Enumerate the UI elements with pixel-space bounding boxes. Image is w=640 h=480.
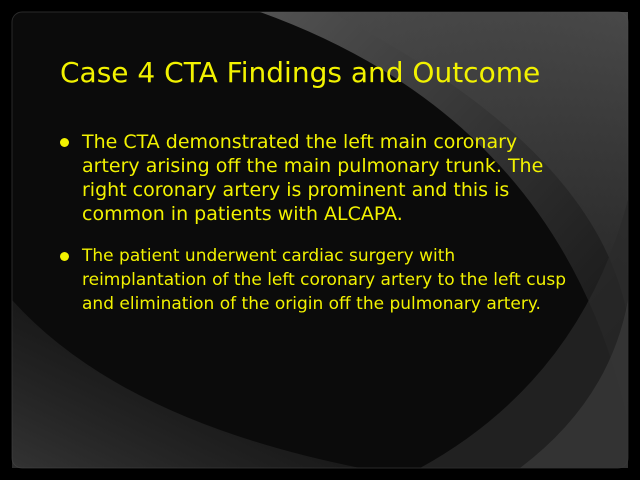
slide-title: Case 4 CTA Findings and Outcome — [60, 56, 541, 89]
bullet-dot-icon — [60, 138, 69, 147]
bullet-dot-icon — [60, 252, 69, 261]
bullet-text: The CTA demonstrated the left main coronary artery arising off the main pulmonary trunk. The right coronary artery is prominent and this is common in patients with ALCAPA. — [82, 131, 544, 225]
bullet-text: The patient underwent cardiac surgery with reimplantation of the left coronary artery to the left cusp and elimination of the origin off the pulmonary artery. — [82, 246, 567, 314]
list-item — [60, 244, 580, 316]
bullet-list — [60, 130, 580, 334]
list-item — [60, 130, 580, 226]
